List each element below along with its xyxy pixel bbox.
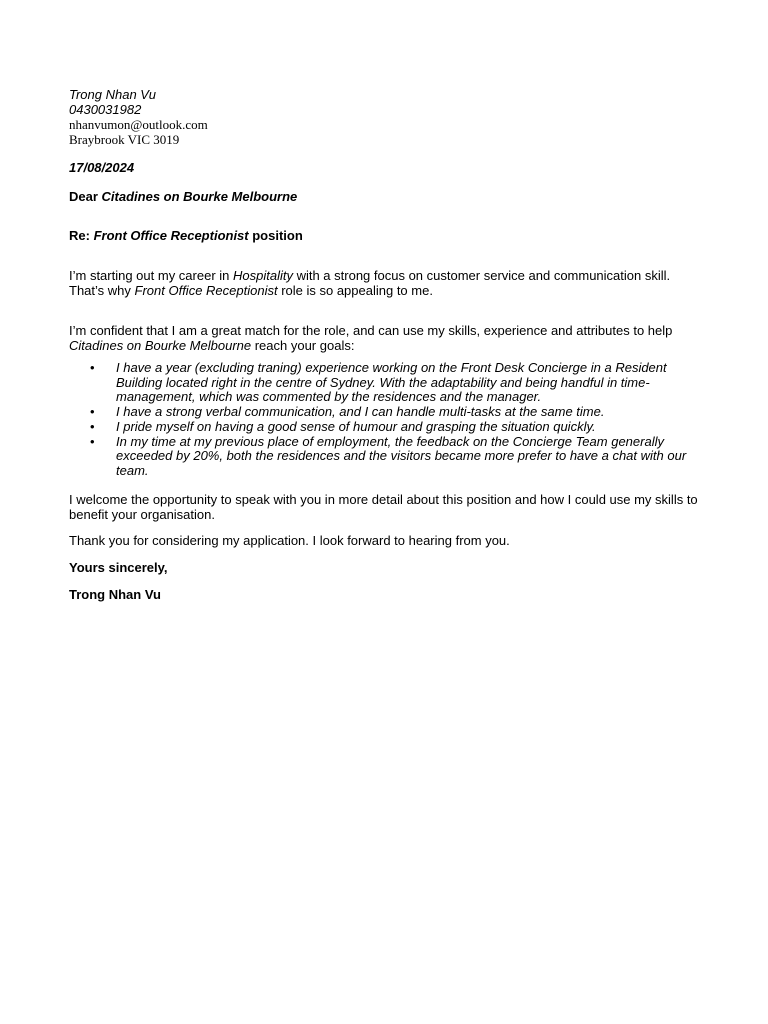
list-item-text: I have a strong verbal communication, and I can handle multi-tasks at the same time. xyxy=(116,404,605,420)
sender-address: Braybrook VIC 3019 xyxy=(69,132,180,147)
bullet-icon: • xyxy=(90,404,95,420)
list-item-text: I pride myself on having a good sense of humour and grasping the situation quickly. xyxy=(116,418,596,434)
paragraph-thanks: Thank you for considering my application. I look forward to hearing from you. xyxy=(69,532,510,548)
letter-date: 17/08/2024 xyxy=(69,160,135,175)
closing: Yours sincerely, xyxy=(69,559,168,575)
salutation-prefix: Dear xyxy=(69,189,102,204)
sender-email: nhanvumon@outlook.com xyxy=(69,117,208,132)
bullet-icon: • xyxy=(90,418,95,434)
list-item-text: I have a year (excluding traning) experience working on the Front Desk Concierge in a Resident Building located right in the centre of Sydney. With the adaptability and being handful in time-management, which was commented by the residences and the manager. xyxy=(116,360,667,405)
paragraph-intro-part4: role is so appealing to me. xyxy=(277,283,433,298)
subject-suffix: position xyxy=(248,228,303,243)
paragraph-welcome: I welcome the opportunity to speak with you in more detail about this position and how I could use my skills to benefit your organisation. xyxy=(69,491,698,522)
subject-line xyxy=(69,228,709,243)
paragraph-intro-part2: with a strong focus on customer service and communication skill. xyxy=(292,268,671,283)
list-item xyxy=(69,405,709,420)
list-item-text: In my time at my previous place of employment, the feedback on the Concierge Team generally exceeded by 20%, both the residences and the visitors became more prefer to have a chat with our team. xyxy=(116,433,687,478)
list-item xyxy=(69,435,709,479)
paragraph-intro-role: Front Office Receptionist xyxy=(134,283,278,298)
list-item xyxy=(69,420,709,435)
paragraph-intro-part1: I’m starting out my career in xyxy=(69,268,233,283)
paragraph-intro-part3: That’s why xyxy=(69,283,135,298)
paragraph-confident-part1: I’m confident that I am a great match for the role, and can use my skills, experience and attributes to help xyxy=(69,323,673,338)
paragraph-intro xyxy=(69,268,709,298)
paragraph-confident xyxy=(69,323,709,353)
letter-page xyxy=(69,87,709,602)
bullet-icon: • xyxy=(90,360,95,375)
subject-role: Front Office Receptionist xyxy=(93,228,249,243)
sender-phone: 0430031982 xyxy=(69,102,142,117)
sender-name: Trong Nhan Vu xyxy=(69,87,156,102)
paragraph-intro-industry: Hospitality xyxy=(233,268,293,283)
skills-list xyxy=(69,361,709,479)
paragraph-confident-part2: reach your goals: xyxy=(251,338,355,353)
subject-prefix: Re: xyxy=(69,228,94,243)
signature-name: Trong Nhan Vu xyxy=(69,586,161,602)
bullet-icon: • xyxy=(90,433,95,449)
paragraph-confident-company: Citadines on Bourke Melbourne xyxy=(69,338,252,353)
salutation-recipient: Citadines on Bourke Melbourne xyxy=(101,189,298,204)
sender-block xyxy=(69,87,709,147)
salutation xyxy=(69,189,709,204)
list-item xyxy=(69,361,709,405)
